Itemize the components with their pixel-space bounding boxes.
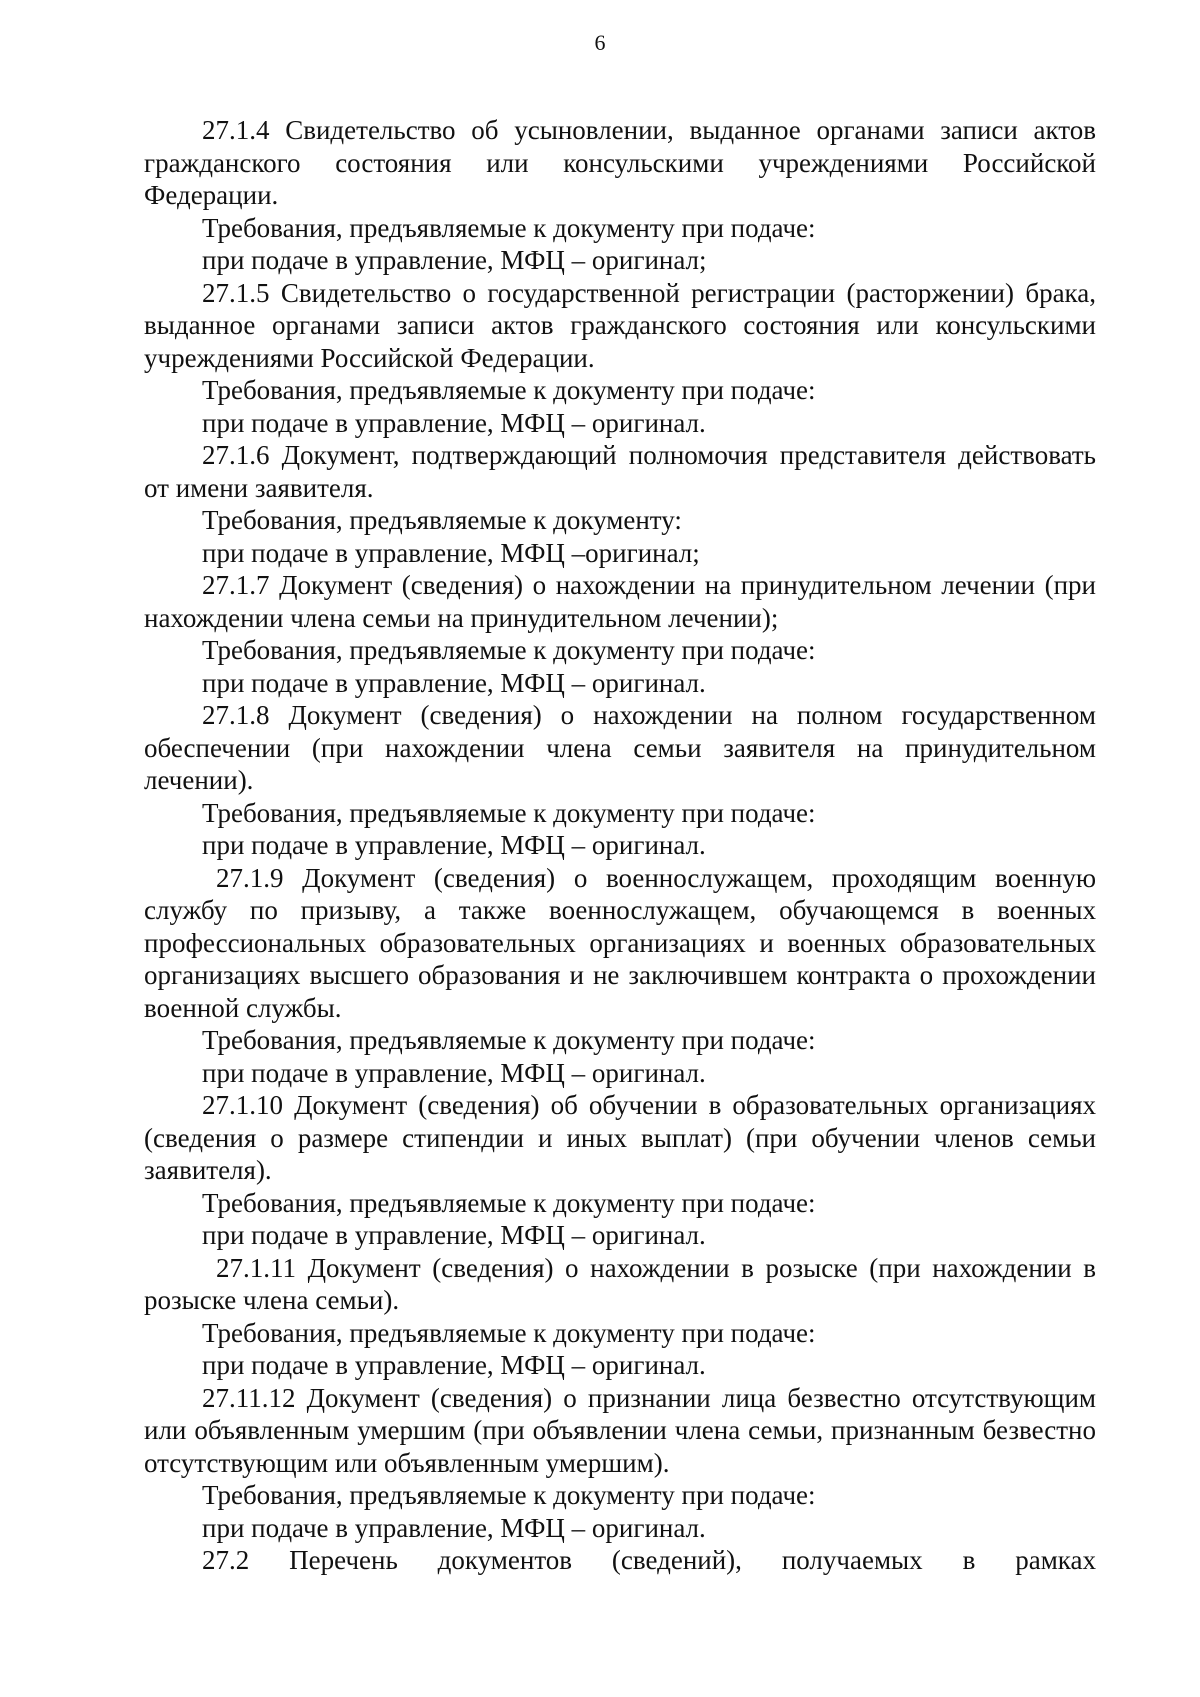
page-number: 6: [594, 30, 606, 55]
paragraph-27-1-6: 27.1.6 Документ, подтверждающий полномочия представителя действовать от имени заявителя.: [144, 440, 1096, 503]
requirements-heading: Требования, предъявляемые к документу при подаче:: [202, 1187, 816, 1218]
paragraph-27-1-8: 27.1.8 Документ (сведения) о нахождении на полном государственном обеспечении (при нахождении члена семьи заявителя на принудительном лечении).: [144, 700, 1096, 795]
requirements-value: при подаче в управление, МФЦ – оригинал.: [202, 407, 706, 438]
requirements-heading: Требования, предъявляемые к документу при подаче:: [202, 212, 816, 243]
requirements-value: при подаче в управление, МФЦ – оригинал;: [202, 245, 707, 275]
requirements-heading: Требования, предъявляемые к документу при подаче:: [202, 1317, 816, 1348]
paragraph-27-1-9: 27.1.9 Документ (сведения) о военнослужащем, проходящим военную службу по призыву, а также военнослужащем, обучающемся в военных профессиональных образовательных организациях и военных образовательных организациях высшего образования и не заключившем контракта о прохождении военной службы.: [144, 862, 1096, 1023]
paragraph-27-1-10: 27.1.10 Документ (сведения) об обучении в образовательных организациях (сведения о размере стипендии и иных выплат) (при обучении членов семьи заявителя).: [144, 1090, 1096, 1185]
requirements-value: при подаче в управление, МФЦ – оригинал.: [202, 667, 706, 698]
requirements-heading: Требования, предъявляемые к документу при подаче:: [202, 1480, 816, 1510]
requirements-value: при подаче в управление, МФЦ – оригинал.: [202, 1057, 706, 1088]
paragraph-27-2: 27.2 Перечень документов (сведений), получаемых в рамках: [202, 1545, 1096, 1575]
paragraph-27-11-12: 27.11.12 Документ (сведения) о признании лица безвестно отсутствующим или объявленным умершим (при объявлении члена семьи, признанным безвестно отсутствующим или объявленным умершим).: [144, 1382, 1096, 1478]
paragraph-27-1-11: 27.1.11 Документ (сведения) о нахождении в розыске (при нахождении в розыске члена семьи).: [144, 1252, 1096, 1315]
paragraph-27-1-4: 27.1.4 Свидетельство об усыновлении, выданное органами записи актов гражданского состояния или консульскими учреждениями Российской Федерации.: [144, 115, 1096, 210]
paragraph-27-1-5: 27.1.5 Свидетельство о государственной регистрации (расторжении) брака, выданное органами записи актов гражданского состояния или консульскими учреждениями Российской Федерации.: [144, 277, 1096, 373]
requirements-heading: Требования, предъявляемые к документу при подаче:: [202, 375, 816, 405]
requirements-heading: Требования, предъявляемые к документу при подаче:: [202, 797, 816, 828]
document-body: [144, 114, 1096, 1577]
paragraph-27-1-7: 27.1.7 Документ (сведения) о нахождении на принудительном лечении (при нахождении члена семьи на принудительном лечении);: [144, 570, 1096, 633]
requirements-heading: Требования, предъявляемые к документу:: [202, 505, 682, 535]
requirements-heading: Требования, предъявляемые к документу при подаче:: [202, 635, 816, 665]
requirements-value: при подаче в управление, МФЦ – оригинал.: [202, 830, 706, 860]
requirements-value: при подаче в управление, МФЦ –оригинал;: [202, 537, 700, 568]
requirements-value: при подаче в управление, МФЦ – оригинал.: [202, 1512, 706, 1543]
requirements-heading: Требования, предъявляемые к документу при подаче:: [202, 1025, 816, 1055]
requirements-value: при подаче в управление, МФЦ – оригинал.: [202, 1220, 706, 1250]
requirements-value: при подаче в управление, МФЦ – оригинал.: [202, 1350, 706, 1380]
